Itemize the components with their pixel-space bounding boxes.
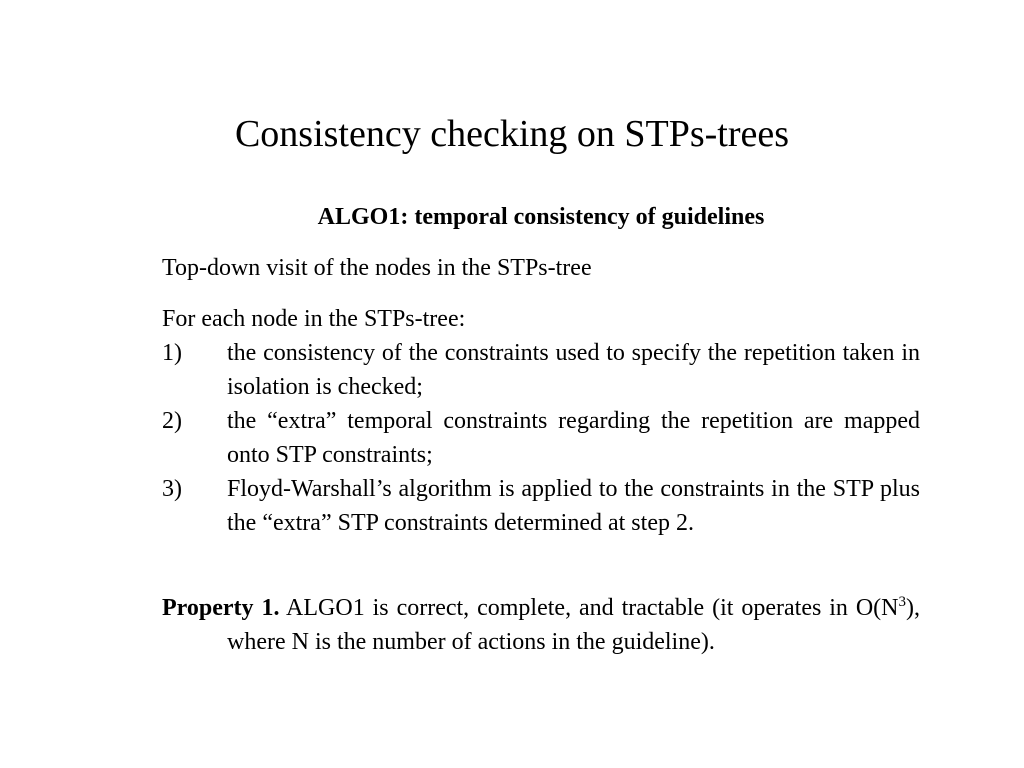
- property-text-after: ), where N is the number of actions in the guideline).: [227, 595, 920, 655]
- slide-body: [162, 200, 920, 683]
- list-item: [162, 404, 920, 472]
- step-text: the “extra” temporal constraints regarding the repetition are mapped onto STP constraints;: [227, 408, 920, 468]
- intro-text: Top-down visit of the nodes in the STPs-tree: [162, 255, 592, 281]
- list-item: [162, 472, 920, 540]
- step-number: 3): [162, 476, 182, 502]
- step-number: 2): [162, 408, 182, 434]
- slide-title: Consistency checking on STPs-trees: [234, 113, 790, 155]
- list-intro-text: For each node in the STPs-tree:: [162, 306, 466, 332]
- property-statement: [162, 591, 920, 659]
- list-item: [162, 336, 920, 404]
- property-label: Property 1.: [162, 595, 280, 621]
- steps-list: [162, 336, 920, 540]
- step-number: 1): [162, 340, 182, 366]
- property-text-before: ALGO1 is correct, complete, and tractable (it operates in O(N: [279, 595, 899, 621]
- algorithm-heading: ALGO1: temporal consistency of guidelines: [317, 204, 765, 230]
- step-text: the consistency of the constraints used to specify the repetition taken in isolation is checked;: [227, 340, 920, 400]
- step-text: Floyd-Warshall’s algorithm is applied to the constraints in the STP plus the “extra” STP constraints determined at step 2.: [227, 476, 920, 536]
- property-superscript: 3: [898, 594, 906, 610]
